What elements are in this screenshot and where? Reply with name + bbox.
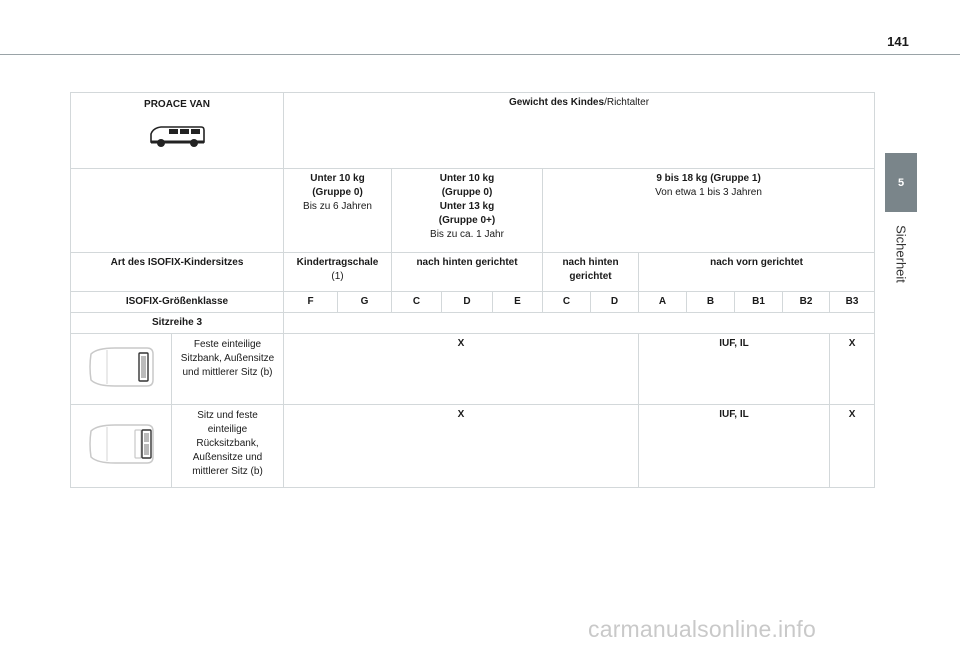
forward-facing-cell: nach vorn gerichtet — [639, 253, 875, 292]
group-0plus-line3: Unter 13 kg — [439, 201, 495, 212]
group-0-line3: Bis zu 6 Jahren — [303, 201, 372, 212]
vehicle-name: PROACE VAN — [144, 99, 210, 110]
group-0plus-line1: Unter 10 kg — [439, 173, 495, 184]
seat-layout-icon — [85, 346, 157, 388]
seat-value: X — [830, 334, 875, 405]
group-0plus-line4: (Gruppe 0+) — [438, 215, 496, 226]
size-class: B1 — [735, 292, 783, 313]
seat-value: X — [284, 405, 639, 488]
watermark: carmanualsonline.info — [588, 616, 816, 642]
group-0plus-cell — [392, 169, 543, 253]
chapter-tab: 5 — [885, 153, 917, 212]
rear-facing-cell: nach hinten gerichtet — [392, 253, 543, 292]
size-class: D — [591, 292, 639, 313]
weight-header-cell — [284, 93, 875, 169]
isofix-table — [70, 92, 875, 488]
size-class: B3 — [830, 292, 875, 313]
size-class: C — [543, 292, 591, 313]
header-rule — [0, 54, 960, 55]
weight-header-bold: Gewicht des Kindes — [509, 97, 605, 108]
size-class-label: ISOFIX-Größenklasse — [71, 292, 284, 313]
carrycot-cell — [284, 253, 392, 292]
size-class: E — [493, 292, 543, 313]
seat-description: Sitz und feste einteilige Rücksitzbank, Außensitze und mittlerer Sitz (b) — [172, 405, 284, 488]
size-class: A — [639, 292, 687, 313]
group-1-line2: Von etwa 1 bis 3 Jahren — [655, 187, 762, 198]
size-class: B2 — [783, 292, 830, 313]
seat-value: IUF, IL — [639, 405, 830, 488]
van-icon — [147, 124, 207, 150]
rear-facing-cell-2: nach hinten gerichtet — [543, 253, 639, 292]
group-0-cell — [284, 169, 392, 253]
group-0-line1: Unter 10 kg — [310, 173, 365, 184]
type-label: Art des ISOFIX-Kindersitzes — [71, 253, 284, 292]
seat-value: X — [830, 405, 875, 488]
chapter-title: Sicherheit — [893, 225, 909, 283]
seat-value: IUF, IL — [639, 334, 830, 405]
group-0plus-line2: (Gruppe 0) — [441, 187, 493, 198]
size-class: D — [442, 292, 493, 313]
seat-diagram-cell — [71, 405, 172, 488]
row-header: Sitzreihe 3 — [71, 313, 284, 334]
seat-description: Feste einteilige Sitzbank, Außensitze und mittlerer Sitz (b) — [172, 334, 284, 405]
empty-cell — [71, 169, 284, 253]
page-number: 141 — [887, 34, 909, 49]
seat-layout-icon — [85, 423, 157, 465]
group-0-line2: (Gruppe 0) — [312, 187, 363, 198]
group-0plus-line5: Bis zu ca. 1 Jahr — [430, 229, 504, 240]
size-class: F — [284, 292, 338, 313]
size-class: B — [687, 292, 735, 313]
seat-diagram-cell — [71, 334, 172, 405]
seat-value: X — [284, 334, 639, 405]
size-class: G — [338, 292, 392, 313]
weight-header-normal: /Richtalter — [604, 97, 650, 108]
carrycot-label: Kindertragschale — [296, 257, 379, 268]
vehicle-cell — [71, 93, 284, 169]
carrycot-note: (1) — [331, 271, 344, 282]
group-1-line1: 9 bis 18 kg (Gruppe 1) — [656, 173, 761, 184]
group-1-cell — [543, 169, 875, 253]
size-class: C — [392, 292, 442, 313]
empty-cell — [284, 313, 875, 334]
chapter-label — [885, 214, 917, 294]
